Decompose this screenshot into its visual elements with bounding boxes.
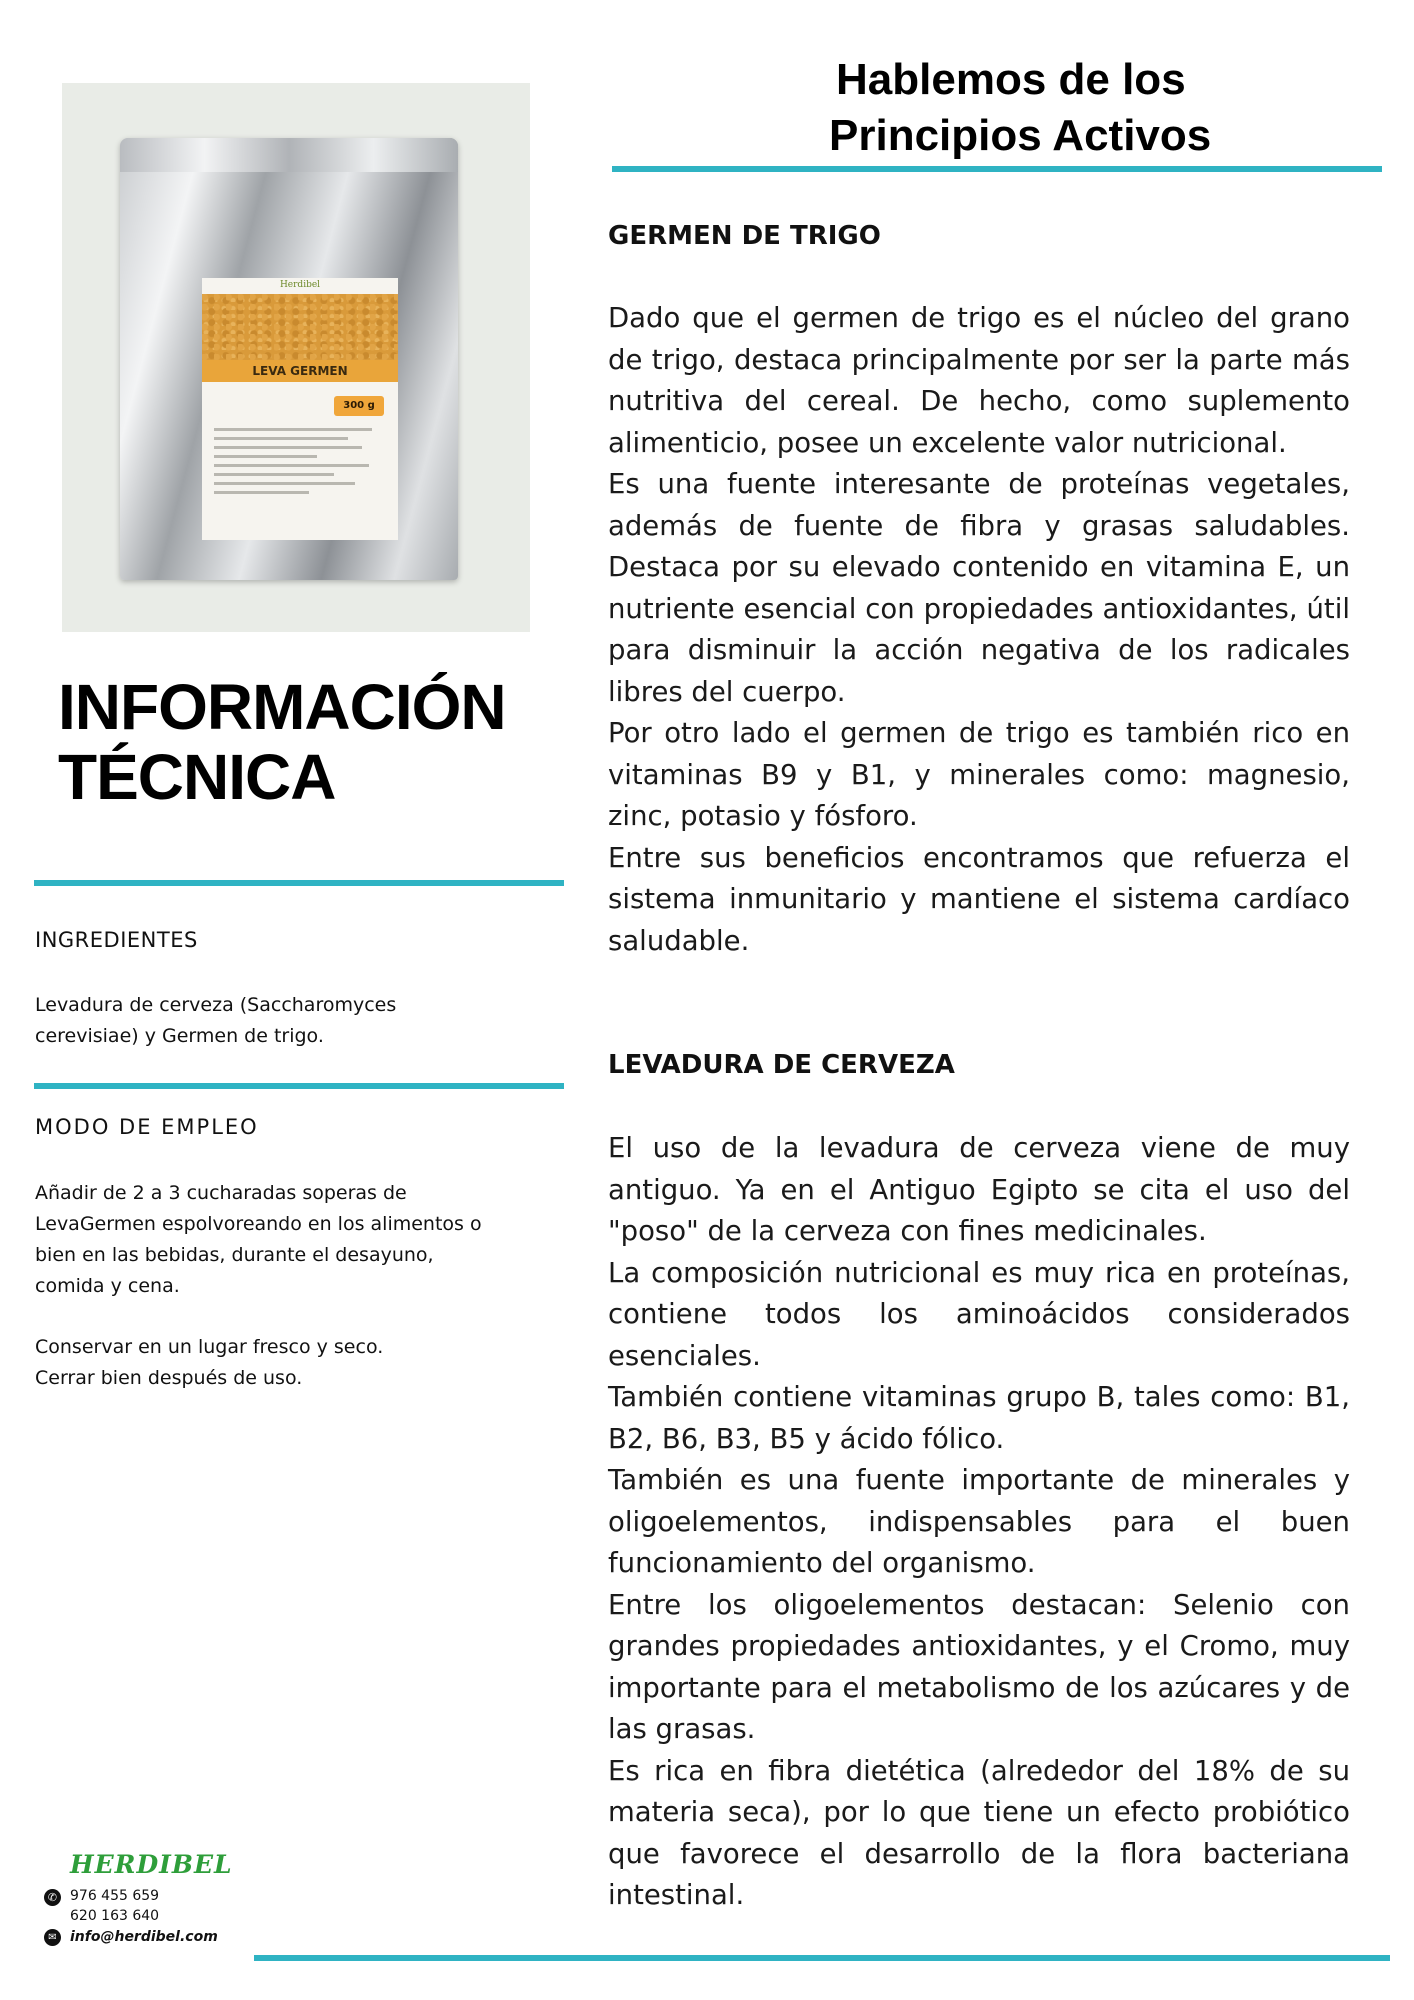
usage-line: bien en las bebidas, durante el desayuno, [35, 1244, 434, 1266]
principles-title-line-2: Principios Activos [829, 111, 1212, 160]
storage-line: Conservar en un lugar fresco y seco. [35, 1336, 384, 1358]
footer-divider-rule [254, 1955, 1390, 1961]
section-body-brewers-yeast [608, 1128, 1350, 1917]
ingredients-text [35, 990, 555, 1052]
paragraph: Entre sus beneficios encontramos que refuerza el sistema inmunitario y mantiene el sistema cardíaco saludable. [608, 841, 1350, 957]
paragraph: Entre los oligoelementos destacan: Selenio con grandes propiedades antioxidantes, y el Cromo, muy importante para el metabolismo de los azúcares y de las grasas. [608, 1588, 1350, 1745]
paragraph: También es una fuente importante de minerales y oligoelementos, indispensables para el buen funcionamiento del organismo. [608, 1464, 1350, 1579]
title-line-2: TÉCNICA [58, 741, 336, 813]
ingredients-label: INGREDIENTES [35, 928, 198, 952]
principles-title-line-1: Hablemos de los [836, 55, 1186, 104]
mail-icon: ✉ [44, 1929, 61, 1946]
phone-number[interactable]: 976 455 659 [70, 1888, 160, 1904]
paragraph: El uso de la levadura de cerveza viene de muy antiguo. Ya en el Antiguo Egipto se cita el uso del "poso" de la cerveza con fines medicinales. [608, 1132, 1350, 1247]
brand-name: HERDIBEL [70, 1850, 233, 1879]
product-bag [120, 138, 458, 580]
product-label [202, 278, 398, 540]
label-fine-print [214, 428, 386, 528]
usage-line: Añadir de 2 a 3 cucharadas soperas de [35, 1182, 407, 1204]
product-image [62, 83, 530, 632]
label-grain-photo [202, 294, 398, 360]
paragraph: La composición nutricional es muy rica en proteínas, contiene todos los aminoácidos considerados esenciales. [608, 1256, 1350, 1372]
ingredients-line: Levadura de cerveza (Saccharomyces [35, 994, 397, 1016]
divider-rule [34, 1083, 564, 1089]
section-heading-wheat-germ: GERMEN DE TRIGO [608, 221, 881, 251]
principles-title [640, 52, 1380, 164]
label-weight-badge: 300 g [334, 396, 384, 416]
paragraph: Es rica en fibra dietética (alrededor del 18% de su materia seca), por lo que tiene un efecto probiótico que favorece el desarrollo de la flora bacteriana intestinal. [608, 1754, 1350, 1911]
ingredients-line: cerevisiae) y Germen de trigo. [35, 1025, 324, 1047]
title-line-1: INFORMACIÓN [58, 671, 506, 743]
paragraph: Es una fuente interesante de proteínas vegetales, además de fuente de fibra y grasas saludables. Destaca por su elevado contenido en vitamina E, un nutriente esencial con propiedades antioxidantes, útil para disminuir la acción negativa de los radicales libres del cuerpo. [608, 468, 1350, 708]
paragraph: También contiene vitaminas grupo B, tales como: B1, B2, B6, B3, B5 y ácido fólico. [608, 1381, 1350, 1455]
divider-rule [34, 880, 564, 886]
usage-label: MODO DE EMPLEO [35, 1115, 259, 1139]
email-link[interactable]: info@herdibel.com [70, 1929, 218, 1945]
section-heading-brewers-yeast: LEVADURA DE CERVEZA [608, 1050, 955, 1080]
label-product-name: LEVA GERMEN [202, 360, 398, 382]
section-body-wheat-germ [608, 298, 1350, 962]
usage-text [35, 1178, 570, 1394]
phone-number[interactable]: 620 163 640 [70, 1908, 160, 1924]
paragraph: Dado que el germen de trigo es el núcleo del grano de trigo, destaca principalmente por ser la parte más nutritiva del cereal. De hecho, como suplemento alimenticio, posee un excelente valor nutricional. [608, 302, 1350, 459]
storage-line: Cerrar bien después de uso. [35, 1367, 303, 1389]
phone-icon: ✆ [44, 1889, 61, 1906]
divider-rule [612, 166, 1382, 172]
usage-line: LevaGermen espolvoreando en los alimentos o [35, 1213, 482, 1235]
page-title [58, 672, 528, 812]
usage-line: comida y cena. [35, 1275, 180, 1297]
paragraph: Por otro lado el germen de trigo es también rico en vitaminas B9 y B1, y minerales como: magnesio, zinc, potasio y fósforo. [608, 717, 1350, 832]
label-brand-logo: Herdibel [279, 280, 321, 290]
bag-seal [120, 138, 458, 172]
